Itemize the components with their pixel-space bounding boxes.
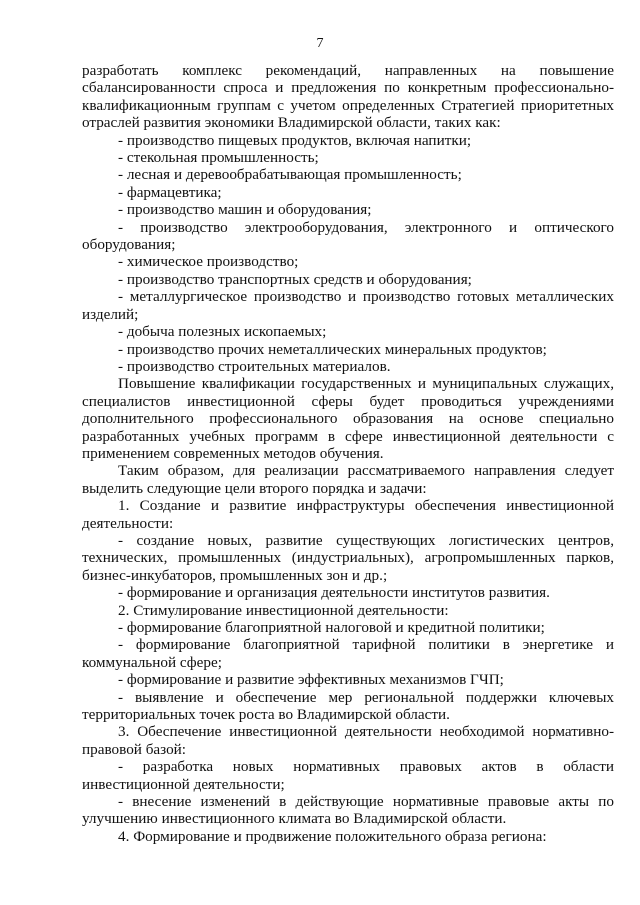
section-heading: 2. Стимулирование инвестиционной деятельности:	[118, 601, 449, 619]
paragraph: Повышение квалификации государственных и муниципальных служащих, специалистов инвестиционной сферы будет проводиться учреждениями дополнительного профессионального образования на основе специально разработанных учебных программ в сфере инвестиционной деятельности с применением современных методов обучения.	[82, 375, 614, 462]
section-heading: 3. Обеспечение инвестиционной деятельности необходимой нормативно-правовой базой:	[82, 723, 614, 758]
list-item: - формирование и организация деятельности институтов развития.	[118, 584, 550, 602]
list-item: - производство пищевых продуктов, включая напитки;	[118, 131, 472, 149]
list-item: - производство электрооборудования, электронного и оптического оборудования;	[82, 218, 614, 254]
list-item: - производство строительных материалов.	[118, 357, 391, 375]
list-item: - производство транспортных средств и оборудования;	[118, 270, 472, 288]
document-body	[82, 62, 614, 845]
list-item: - химическое производство;	[118, 253, 299, 271]
section-heading: 1. Создание и развитие инфраструктуры обеспечения инвестиционной деятельности:	[82, 497, 614, 532]
list-item: - производство машин и оборудования;	[118, 201, 372, 219]
list-item: - формирование благоприятной налоговой и кредитной политики;	[118, 619, 545, 636]
list-item: - стекольная промышленность;	[118, 149, 319, 167]
list-item: - добыча полезных ископаемых;	[118, 323, 327, 341]
list-item: - формирование и развитие эффективных механизмов ГЧП;	[118, 671, 504, 689]
paragraph: Таким образом, для реализации рассматриваемого направления следует выделить следующие цели второго порядка и задачи:	[82, 462, 614, 497]
list-item: - формирование благоприятной тарифной политики в энергетике и коммунальной сфере;	[82, 636, 614, 671]
section-heading: 4. Формирование и продвижение положительного образа региона:	[118, 827, 547, 845]
paragraph: разработать комплекс рекомендаций, направленных на повышение сбалансированности спроса и предложения по конкретным профессионально-квалификационным группам с учетом определенных Стратегией приоритетных отраслей развития экономики Владимирской области, таких как:	[82, 62, 614, 132]
list-item: - внесение изменений в действующие нормативные правовые акты по улучшению инвестиционного климата во Владимирской области.	[82, 793, 614, 828]
list-item: - лесная и деревообрабатывающая промышленность;	[118, 166, 462, 184]
list-item: - металлургическое производство и производство готовых металлических изделий;	[82, 288, 614, 323]
list-item: - разработка новых нормативных правовых актов в области инвестиционной деятельности;	[82, 758, 614, 793]
list-item: - выявление и обеспечение мер региональной поддержки ключевых территориальных точек роста во Владимирской области.	[82, 688, 614, 724]
list-item: - фармацевтика;	[118, 183, 222, 201]
list-item: - создание новых, развитие существующих логистических центров, технических, промышленных (индустриальных), агропромышленных парков, бизнес-инкубаторов, промышленных зон и др.;	[82, 531, 614, 584]
page-number: 7	[316, 36, 324, 51]
list-item: - производство прочих неметаллических минеральных продуктов;	[118, 340, 547, 358]
